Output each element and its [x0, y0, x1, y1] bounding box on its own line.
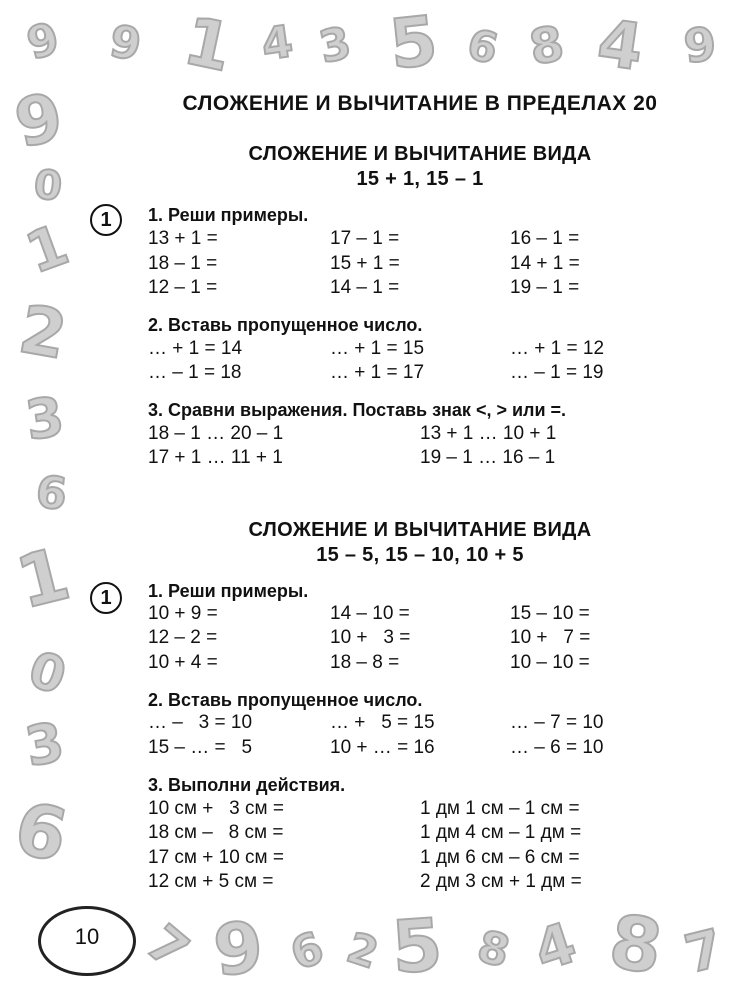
equation: 16 – 1 = [510, 228, 580, 249]
decor-digit: 6 [33, 466, 70, 521]
equation: 17 см + 10 см = [148, 847, 284, 868]
exercise-badge: 1 [90, 582, 122, 614]
equation: … + 1 = 14 [148, 338, 243, 359]
equation: 14 – 1 = [330, 277, 400, 298]
decor-digit: 9 [681, 16, 719, 74]
equation: … – 1 = 18 [148, 362, 242, 383]
equation: 10 + 3 = [330, 627, 411, 648]
equation-row [148, 447, 648, 471]
equation: 10 + … = 16 [330, 737, 435, 758]
equation-row [148, 277, 648, 301]
equation: … + 1 = 12 [510, 338, 605, 359]
equation: 10 + 7 = [510, 627, 591, 648]
decor-digit: 4 [526, 910, 584, 985]
equation: 13 + 1 = [148, 228, 218, 249]
equation: 10 см + 3 см = [148, 798, 284, 819]
section-1-subtitle: 15 + 1, 15 – 1 [356, 168, 484, 190]
equation: … – 3 = 10 [148, 712, 253, 733]
decor-digit: 3 [20, 710, 69, 779]
decor-digit: 8 [472, 921, 515, 978]
equation: 1 дм 6 см – 6 см = [420, 847, 580, 868]
decor-digit: 4 [593, 6, 648, 86]
equation: 15 – … = 5 [148, 737, 253, 758]
decor-digit: 5 [389, 902, 445, 990]
decor-digit: 9 [209, 905, 267, 993]
equation: 10 + 4 = [148, 652, 218, 673]
decor-digit: 9 [8, 78, 70, 163]
decor-digit: 4 [258, 16, 296, 71]
exercise-badge: 1 [90, 204, 122, 236]
equation: 12 – 2 = [148, 627, 218, 648]
section-2-subtitle: 15 – 5, 15 – 10, 10 + 5 [316, 544, 524, 566]
equation: 15 + 1 = [330, 253, 400, 274]
decor-digit: 3 [314, 17, 356, 74]
decor-digit: 6 [284, 922, 331, 981]
decor-digit: 9 [21, 12, 65, 71]
equation: 14 – 10 = [330, 603, 410, 624]
equation: 18 – 1 … 20 – 1 [148, 423, 284, 444]
equation-row [148, 652, 648, 676]
equation: 17 – 1 = [330, 228, 400, 249]
equation-row [148, 338, 648, 362]
equation-row [148, 362, 648, 386]
decor-digit: 2 [341, 922, 385, 979]
equation: … + 5 = 15 [330, 712, 435, 733]
equation-row [148, 798, 648, 822]
equation-row [148, 737, 648, 761]
equation-row [148, 228, 648, 252]
equation: 15 – 10 = [510, 603, 590, 624]
equation: 2 дм 3 см + 1 дм = [420, 871, 582, 892]
equation: 12 – 1 = [148, 277, 218, 298]
equation: 10 – 10 = [510, 652, 590, 673]
decor-digit: 6 [462, 19, 503, 74]
equation-row [148, 253, 648, 277]
equation-row [148, 603, 648, 627]
equation: 17 + 1 … 11 + 1 [148, 447, 283, 468]
equation: 14 + 1 = [510, 253, 580, 274]
equation-row [148, 847, 648, 871]
section-1-title: СЛОЖЕНИЕ И ВЫЧИТАНИЕ ВИДА [248, 143, 592, 165]
decor-digit: 0 [21, 640, 73, 706]
task-1-title: 1. Реши примеры. [148, 581, 309, 601]
equation: 12 см + 5 см = [148, 871, 274, 892]
equation: 18 – 1 = [148, 253, 218, 274]
equation: 18 – 8 = [330, 652, 400, 673]
equation-row [148, 423, 648, 447]
equation-row [148, 627, 648, 651]
decor-digit: 1 [177, 2, 239, 87]
section-2-title: СЛОЖЕНИЕ И ВЫЧИТАНИЕ ВИДА [248, 519, 592, 541]
equation: … + 1 = 15 [330, 338, 425, 359]
task-3-title: 3. Выполни действия. [148, 775, 346, 795]
equation-row [148, 712, 648, 736]
decor-digit: 9 [105, 15, 145, 72]
equation: 19 – 1 … 16 – 1 [420, 447, 556, 468]
decor-digit: 0 [31, 161, 65, 211]
equation-row [148, 822, 648, 846]
equation: 1 дм 1 см – 1 см = [420, 798, 580, 819]
task-1-title: 1. Реши примеры. [148, 205, 309, 225]
decor-digit: 1 [8, 531, 78, 625]
decor-digit: 8 [604, 898, 668, 992]
decor-digit: 2 [13, 290, 73, 375]
decor-digit: 7 [135, 913, 200, 981]
equation: … – 1 = 19 [510, 362, 604, 383]
equation: 18 см – 8 см = [148, 822, 284, 843]
equation: 19 – 1 = [510, 277, 580, 298]
equation-row [148, 871, 648, 895]
decor-digit: 3 [21, 384, 68, 453]
task-3-title: 3. Сравни выражения. Поставь знак <, > или =. [148, 400, 567, 420]
equation: 13 + 1 … 10 + 1 [420, 423, 557, 444]
equation: 1 дм 4 см – 1 дм = [420, 822, 582, 843]
decor-digit: 7 [679, 918, 729, 986]
equation: … + 1 = 17 [330, 362, 425, 383]
decor-digit: 5 [385, 1, 442, 86]
equation: 10 + 9 = [148, 603, 218, 624]
equation: … – 7 = 10 [510, 712, 604, 733]
decor-digit: 8 [525, 15, 569, 77]
decor-digit: 1 [17, 212, 77, 287]
equation: … – 6 = 10 [510, 737, 604, 758]
task-2-title: 2. Вставь пропущенное число. [148, 315, 423, 335]
page-number: 10 [74, 924, 100, 949]
task-2-title: 2. Вставь пропущенное число. [148, 690, 423, 710]
decor-digit: 6 [7, 785, 75, 879]
page-title: СЛОЖЕНИЕ И ВЫЧИТАНИЕ В ПРЕДЕЛАХ 20 [182, 92, 658, 115]
